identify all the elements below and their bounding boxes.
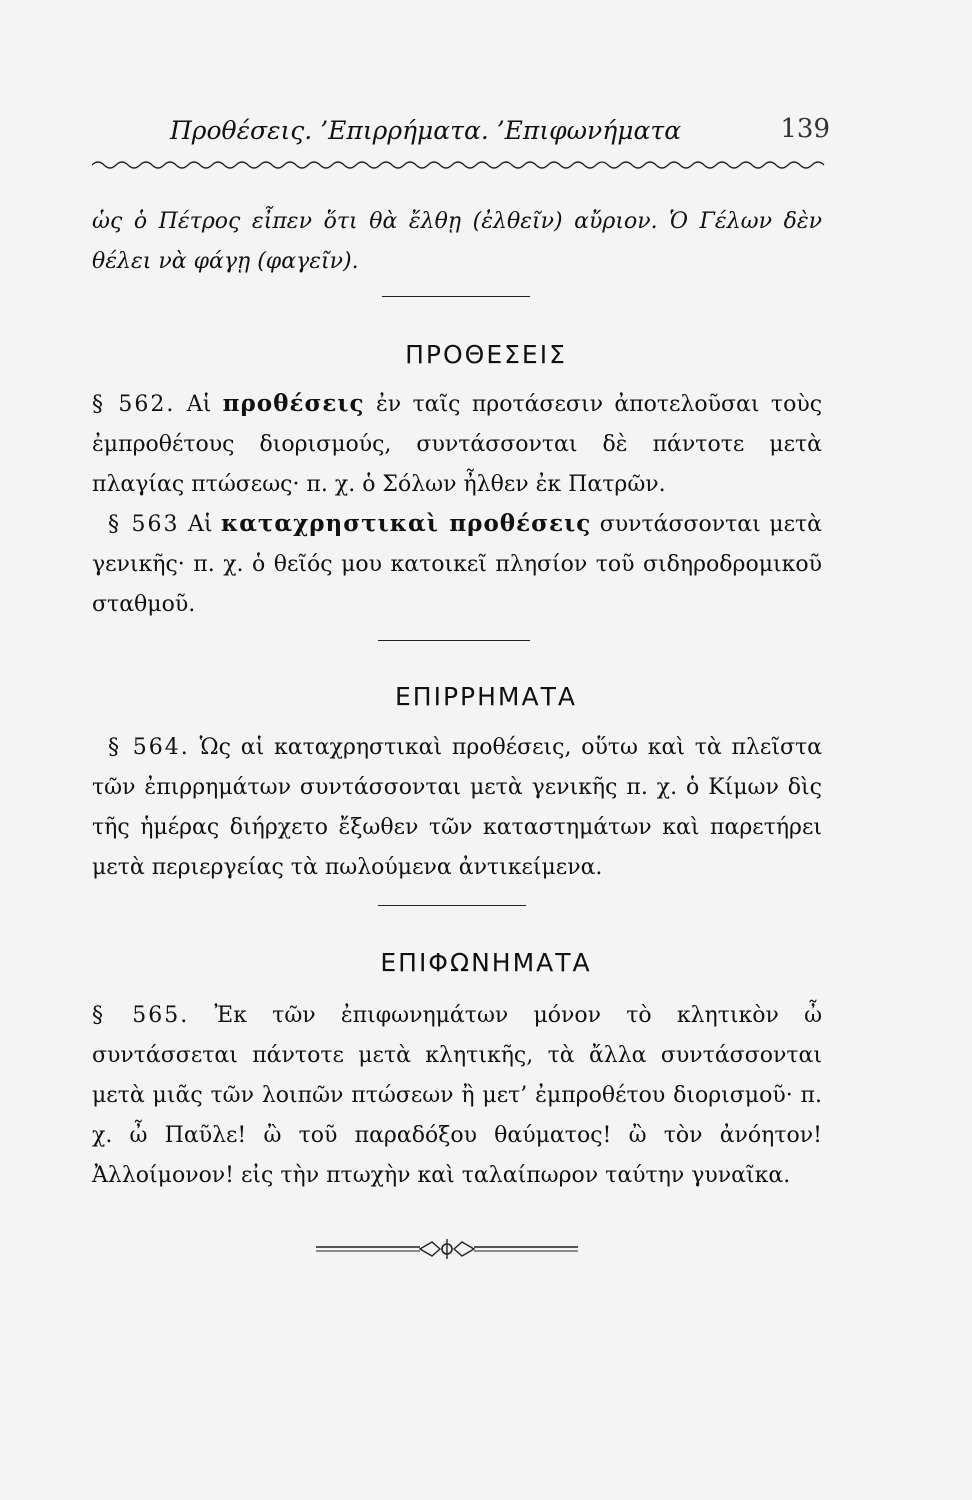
paragraph-text: ἐν ταῖς προτάσεσιν ἀποτελοῦσαι τοὺς ἐμπροθέτους διορισμούς, συντάσσονται δὲ πάντοτε μετὰ πλαγίας πτώσεως· π. χ. ὁ Σόλων ἦλθεν ἐκ Πατρῶν. (92, 392, 823, 497)
article: Αἱ (187, 512, 213, 537)
running-head (170, 112, 830, 152)
paragraph-563 (92, 504, 822, 625)
section-number: § 563 (108, 512, 180, 537)
paragraph-text: συντάσσονται μετὰ γενικῆς· π. χ. ὁ θεῖός μου κατοικεῖ πλησίον τοῦ σιδηροδρομικοῦ σταθμοῦ. (92, 512, 822, 617)
section-divider (378, 640, 530, 641)
heading-epirrimata: ΕΠΙΡΡΗΜΑΤΑ (395, 682, 577, 711)
intro-paragraph (92, 202, 822, 282)
lead-term: καταχρηστικαὶ προθέσεις (220, 510, 592, 537)
page-number: 139 (780, 114, 830, 144)
paragraph-text: Ἐκ τῶν ἐπιφωνημάτων μόνον τὸ κλητικὸν ὦ συντάσσεται πάντοτε μετὰ κλητικῆς, τὰ ἄλλα συντάσσονται μετὰ μιᾶς τῶν λοιπῶν πτώσεων ἢ μετ’ ἐμπροθέτου διορισμοῦ· π. χ. ὦ Παῦλε! ὢ τοῦ παραδόξου θαύματος! ὢ τὸν ἀνόητον! Ἀλλοίμονον! εἰς τὴν πτωχὴν καὶ ταλαίπωρον ταύτην γυναῖκα. (92, 1003, 823, 1188)
article: Αἱ (186, 392, 212, 417)
intro-text: ὡς ὁ Πέτρος εἶπεν ὅτι θὰ ἔλθῃ (ἐλθεῖν) αὔριον. Ὁ Γέλων δὲν θέλει νὰ φάγῃ (φαγεῖν). (92, 209, 822, 274)
paragraph-562 (92, 384, 822, 505)
section-number: § 564. (108, 735, 190, 760)
heading-protheseis: ΠΡΟΘΕΣΕΙΣ (405, 340, 567, 369)
running-head-title: Προθέσεις. ’Επιρρήματα. ’Επιφωνήματα (170, 116, 682, 145)
paragraph-565 (92, 996, 822, 1196)
section-number: § 565. (92, 1003, 190, 1028)
wavy-rule (92, 158, 828, 172)
section-divider (378, 905, 526, 906)
heading-epifonimata: ΕΠΙΦΩΝΗΜΑΤΑ (380, 948, 592, 977)
lead-term: προθέσεις (222, 390, 365, 417)
section-number: § 562. (92, 392, 176, 417)
paragraph-564 (92, 728, 822, 888)
paragraph-text: Ὡς αἱ καταχρηστικαὶ προθέσεις, οὕτω καὶ τὰ πλεῖστα τῶν ἐπιρρημάτων συντάσσονται μετὰ γενικῆς π. χ. ὁ Κίμων δὶς τῆς ἡμέρας διήρχετο ἔξωθεν τῶν καταστημάτων καὶ παρετήρει μετὰ περιεργείας τὰ πωλούμενα ἀντικείμενα. (92, 735, 822, 880)
section-divider (382, 296, 530, 297)
ornament-divider (316, 1236, 578, 1262)
